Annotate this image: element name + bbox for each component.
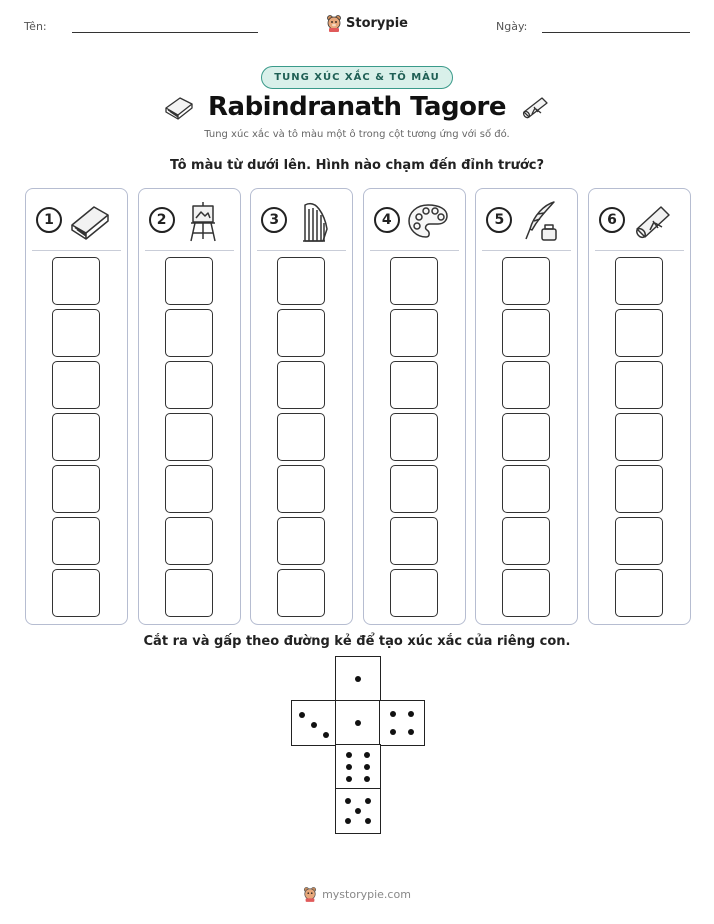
brand-name: Storypie [346,15,408,31]
color-cell[interactable] [615,309,663,357]
die-pip [390,729,396,735]
badge-wrap [0,66,714,89]
color-cell[interactable] [390,361,438,409]
die-pip [364,752,370,758]
bear-mascot-icon [326,14,342,32]
color-cell[interactable] [502,413,550,461]
footer-url: mystorypie.com [322,887,411,901]
column-1 [25,188,128,625]
column-divider [257,250,346,251]
die-pip [345,798,351,804]
die-pip [355,676,361,682]
color-cell[interactable] [277,361,325,409]
color-cell[interactable] [277,413,325,461]
die-pip [346,752,352,758]
color-cell[interactable] [502,517,550,565]
die-pip [346,764,352,770]
color-cell[interactable] [165,361,213,409]
footer-wrap [0,886,714,902]
die-pip [365,818,371,824]
color-cell[interactable] [165,413,213,461]
color-cell[interactable] [502,569,550,617]
color-cell[interactable] [277,465,325,513]
name-label: Tên: [24,20,47,33]
die-face-1 [335,656,381,702]
color-cell[interactable] [277,517,325,565]
column-number: 1 [36,207,62,233]
book-icon [162,94,194,120]
color-cell[interactable] [615,465,663,513]
palette-icon [406,199,450,243]
date-line[interactable] [542,32,690,33]
column-number: 5 [486,207,512,233]
activity-badge: TUNG XÚC XẮC & TÔ MÀU [261,66,452,89]
color-cell[interactable] [390,465,438,513]
die-face-1 [335,700,381,746]
column-number: 2 [149,207,175,233]
color-cell[interactable] [277,569,325,617]
color-cell[interactable] [615,257,663,305]
color-cell[interactable] [52,413,100,461]
color-cell[interactable] [165,465,213,513]
color-cell[interactable] [277,257,325,305]
column-divider [145,250,234,251]
book-icon [68,199,112,243]
die-pip [364,764,370,770]
diploma-scroll-icon [631,199,675,243]
column-3 [250,188,353,625]
bear-mascot-icon [303,886,317,902]
coloring-prompt: Tô màu từ dưới lên. Hình nào chạm đến đỉnh trước? [169,158,545,173]
color-cell[interactable] [390,413,438,461]
color-cell[interactable] [390,517,438,565]
color-cell[interactable] [52,257,100,305]
color-cell[interactable] [502,309,550,357]
footer [303,886,411,902]
color-cell[interactable] [52,569,100,617]
color-cell[interactable] [615,569,663,617]
column-number: 6 [599,207,625,233]
title-row [0,92,714,122]
die-pip [408,711,414,717]
die-pip [355,720,361,726]
die-pip [408,729,414,735]
column-5 [475,188,578,625]
cut-instruction: Cắt ra và gấp theo đường kẻ để tạo xúc xắc của riêng con. [143,634,571,649]
color-cell[interactable] [165,517,213,565]
column-number: 3 [261,207,287,233]
die-pip [346,776,352,782]
die-pip [345,818,351,824]
color-cell[interactable] [165,257,213,305]
brand-logo [326,14,408,32]
column-6 [588,188,691,625]
color-cell[interactable] [52,309,100,357]
color-cell[interactable] [615,361,663,409]
harp-icon [293,199,337,243]
die-pip [299,712,305,718]
color-cell[interactable] [52,361,100,409]
quill-ink-icon [518,199,562,243]
die-face-6 [335,744,381,790]
color-cell[interactable] [390,309,438,357]
color-cell[interactable] [390,569,438,617]
color-cell[interactable] [390,257,438,305]
column-divider [370,250,459,251]
column-divider [595,250,684,251]
color-cell[interactable] [502,465,550,513]
page-title: Rabindranath Tagore [208,92,506,122]
color-cell[interactable] [52,517,100,565]
color-cell[interactable] [165,309,213,357]
die-pip [364,776,370,782]
color-cell[interactable] [165,569,213,617]
column-divider [32,250,121,251]
date-label: Ngày: [496,20,528,33]
die-face-3 [291,700,337,746]
subtitle: Tung xúc xắc và tô màu một ô trong cột tương ứng với số đó. [204,129,510,140]
column-2 [138,188,241,625]
die-face-5 [335,788,381,834]
die-pip [323,732,329,738]
die-pip [365,798,371,804]
die-pip [390,711,396,717]
column-4 [363,188,466,625]
color-cell[interactable] [502,361,550,409]
die-pip [355,808,361,814]
diploma-scroll-icon [520,94,552,120]
color-cell[interactable] [615,413,663,461]
name-line[interactable] [72,32,258,33]
column-divider [482,250,571,251]
column-number: 4 [374,207,400,233]
color-cell[interactable] [52,465,100,513]
color-cell[interactable] [615,517,663,565]
easel-icon [181,199,225,243]
color-cell[interactable] [502,257,550,305]
die-pip [311,722,317,728]
die-face-4 [379,700,425,746]
color-cell[interactable] [277,309,325,357]
